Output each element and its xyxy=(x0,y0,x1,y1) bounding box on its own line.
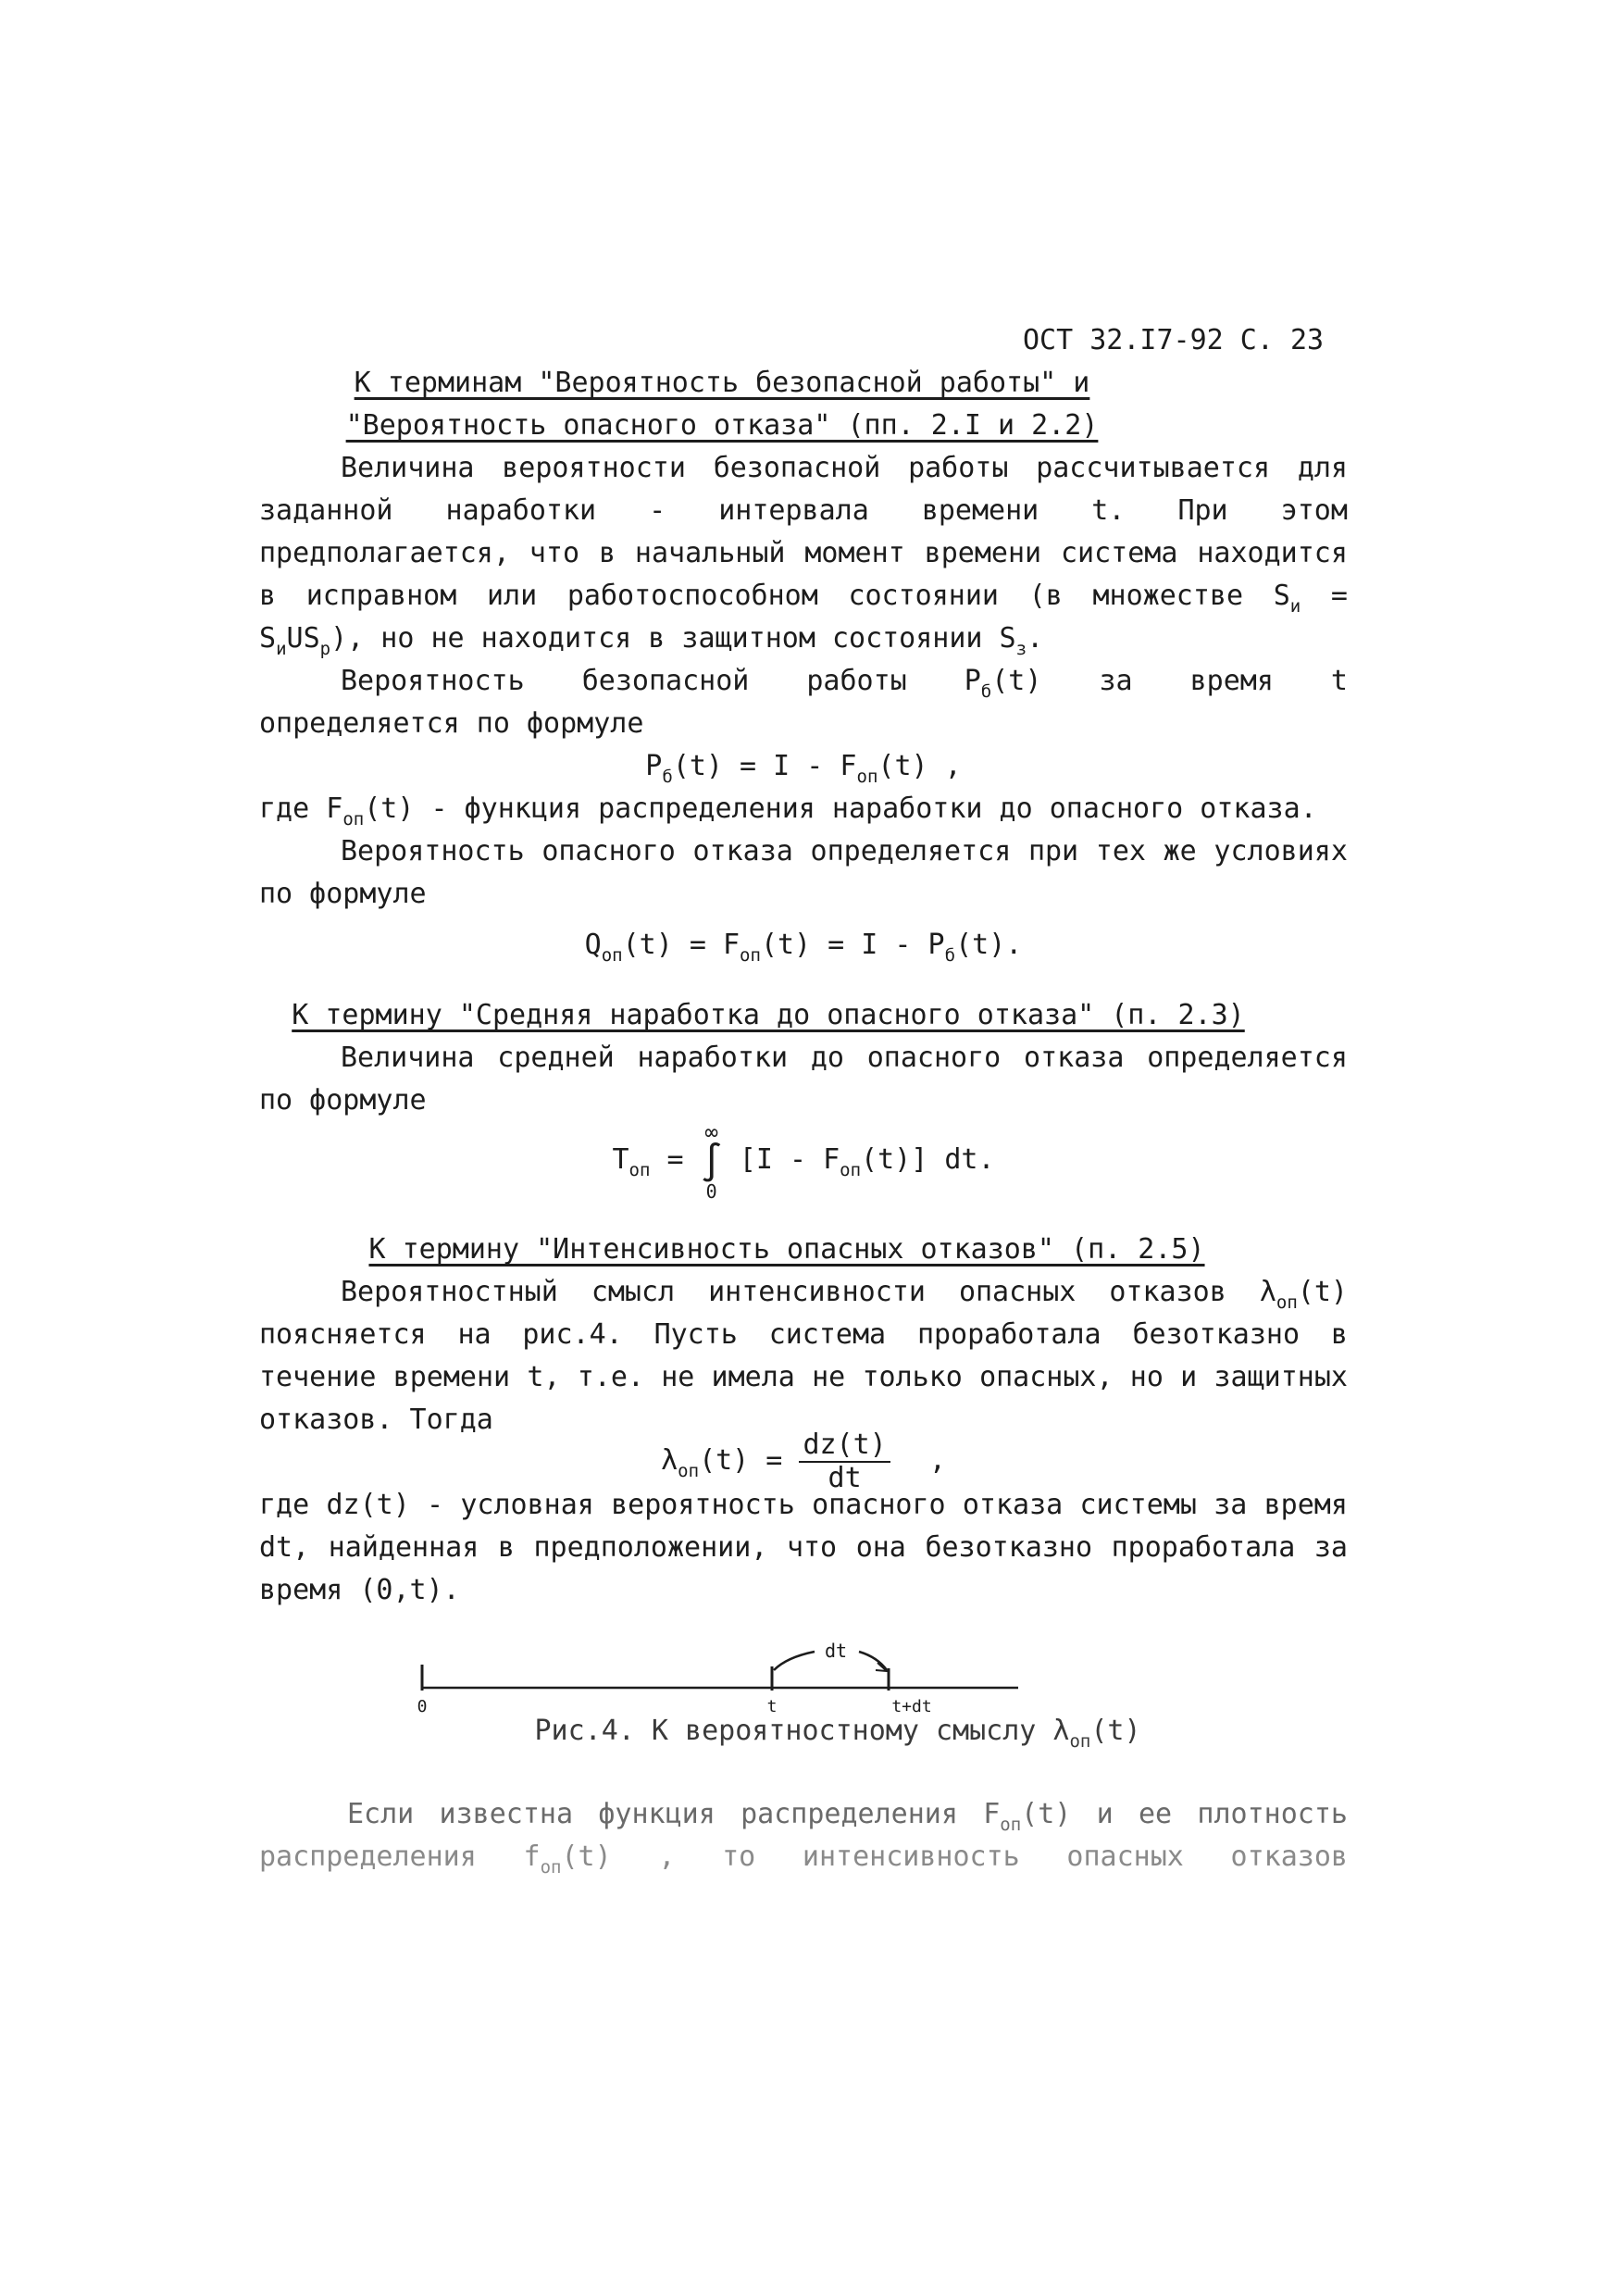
paragraph-line: Если известна функция распределения $F_{оп}(t)$ и ее плотность xyxy=(347,1798,1348,1835)
paragraph-line: течение времени t, т.е. не имела не только опасных, но и защитных xyxy=(259,1361,1348,1393)
integral-sign: ∞ ∫ 0 xyxy=(700,1118,723,1203)
paragraph-line: в исправном или работоспособном состоянии (в множестве $S_и$ = xyxy=(259,580,1348,617)
fraction: $\frac{dz(t)}{dt}$ xyxy=(799,1429,890,1494)
paragraph-line: Вероятность безопасной работы $P_б(t)$ за время t xyxy=(341,665,1348,702)
section2-heading: К термину "Средняя наработка до опасного отказа" (п. 2.3) xyxy=(292,999,1245,1031)
section1-heading-line2: "Вероятность опасного отказа" (пп. 2.I и 2.2) xyxy=(345,409,1099,442)
paragraph-line: $S_иUS_р$), но не находится в защитном состоянии $S_з$. xyxy=(259,622,1044,659)
paragraph-line: Величина вероятности безопасной работы рассчитывается для xyxy=(341,452,1348,484)
formula-dangerous-failure: $Q_{оп}(t) = F_{оп}(t) = I - P_б(t)$. xyxy=(584,929,1023,966)
paragraph-line: Вероятностный смысл интенсивности опасных отказов $\lambda_{оп}(t)$ xyxy=(341,1276,1348,1313)
formula-safe-operation: $P_б(t) = I - F_{оп}(t)$ , xyxy=(645,750,962,787)
paragraph-line: Вероятность опасного отказа определяется при тех же условиях xyxy=(341,835,1348,867)
label-dt: dt xyxy=(824,1640,848,1662)
doc-reference: ОСТ 32.I7-92 С. 23 xyxy=(1023,324,1325,356)
section3-heading: К термину "Интенсивность опасных отказов" (п. 2.5) xyxy=(368,1233,1205,1266)
paragraph-line: поясняется на рис.4. Пусть система проработала безотказно в xyxy=(259,1318,1348,1351)
paragraph-line: dt, найденная в предположении, что она безотказно проработала за xyxy=(259,1531,1348,1564)
paragraph-line: распределения $f_{оп}(t)$ , то интенсивность опасных отказов xyxy=(259,1841,1348,1878)
figure-caption: Рис.4. К вероятностному смыслу $\lambda_{оп}(t)$ xyxy=(534,1715,1141,1752)
dt-arc-left xyxy=(774,1652,815,1670)
formula-intensity: $\lambda_{оп}(t)$ = $\frac{dz(t)}{dt}$ , xyxy=(661,1428,946,1494)
label-t: t xyxy=(766,1697,778,1716)
section1-heading-line1: К терминам "Вероятность безопасной работы" и xyxy=(354,367,1090,399)
paragraph-line: определяется по формуле xyxy=(259,707,644,740)
paragraph-line: отказов. Тогда xyxy=(259,1404,493,1436)
label-t-plus-dt: t+dt xyxy=(891,1697,932,1716)
label-zero: 0 xyxy=(417,1697,428,1716)
paragraph-line: заданной наработки - интервала времени t. При этом xyxy=(259,494,1348,527)
formula-mean-time: $T_{оп}$ = ∞ ∫ 0 $[I - F_{оп}(t)]$ dt. xyxy=(612,1118,995,1203)
paragraph-line: по формуле xyxy=(259,878,427,910)
paragraph-line: по формуле xyxy=(259,1084,427,1117)
paragraph-line: где $F_{оп}(t)$ - функция распределения наработки до опасного отказа. xyxy=(259,792,1317,830)
paragraph-line: где dz(t) - условная вероятность опасного отказа системы за время xyxy=(259,1489,1348,1521)
paragraph-line: Величина средней наработки до опасного отказа определяется xyxy=(341,1042,1348,1074)
paragraph-line: время (0,t). xyxy=(259,1574,460,1606)
paragraph-line: предполагается, что в начальный момент времени система находится xyxy=(259,537,1348,569)
